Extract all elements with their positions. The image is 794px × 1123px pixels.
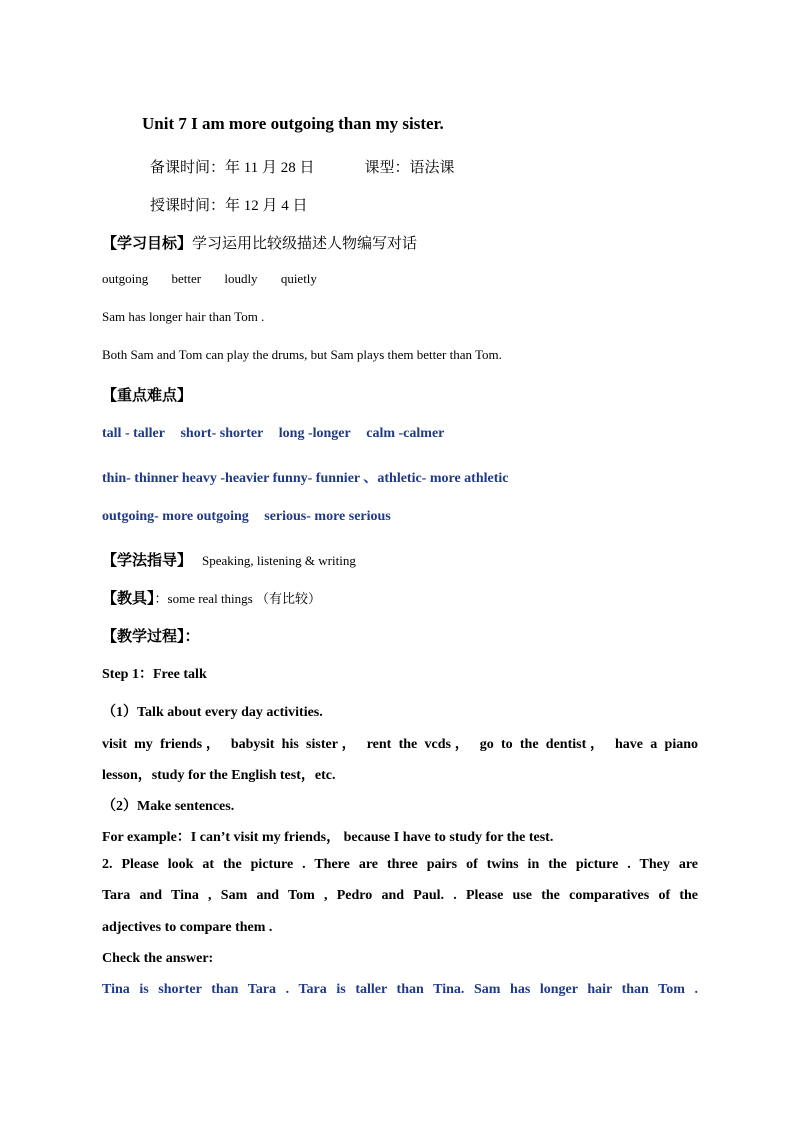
talk-heading: （1）Talk about every day activities. (102, 705, 323, 720)
vocab-word: outgoing (102, 271, 149, 286)
picture-line-1: 2. Please look at the picture . There are three pairs of twins in the picture . They are (102, 857, 698, 872)
comparative-pair: outgoing- more outgoing (102, 509, 249, 524)
picture-line-3: adjectives to compare them . (102, 920, 273, 935)
example-sentence-1: Sam has longer hair than Tom . (102, 309, 265, 324)
lesson-type: 课型：语法课 (364, 160, 455, 176)
key-points-line-3 (102, 509, 403, 525)
answer-line: Tina is shorter than Tara . Tara is taller than Tina. Sam has longer hair than Tom . (102, 982, 698, 997)
activities-line-2: lesson，study for the English test，etc. (102, 768, 336, 783)
vocab-word: loudly (224, 271, 258, 286)
vocab-list (102, 271, 337, 287)
comparative-pair: short- shorter (180, 426, 264, 441)
step-1: Step 1：Free talk (102, 667, 207, 682)
key-points-label: 【重点难点】 (102, 388, 193, 404)
check-answer: Check the answer: (102, 951, 214, 966)
teach-time: 授课时间：年 12 月 4 日 (150, 198, 308, 214)
method-line (102, 549, 356, 570)
objectives-line (102, 232, 417, 253)
make-sentences: （2）Make sentences. (102, 799, 235, 814)
objectives-label: 【学习目标】 (102, 236, 193, 252)
example-sentence-2: Both Sam and Tom can play the drums, but Sam plays them better than Tom. (102, 347, 502, 362)
tools-label: 【教具】 (102, 591, 155, 607)
activities-line-1: visit my friends， babysit his sister， rent the vcds， go to the dentist， have a piano (102, 737, 698, 752)
comparative-pair: long -longer (278, 426, 351, 441)
comparative-pair: calm -calmer (366, 426, 445, 441)
comparative-pair: serious- more serious (264, 509, 391, 524)
process-label: 【教学过程】： (102, 629, 200, 645)
page-title: Unit 7 I am more outgoing than my sister. (142, 114, 444, 133)
key-points-line-1 (102, 426, 456, 442)
picture-line-2: Tara and Tina , Sam and Tom , Pedro and Paul. . Please use the comparatives of the (102, 888, 698, 903)
tools-text: ：some real things （有比较） (154, 591, 321, 606)
vocab-word: quietly (280, 271, 317, 286)
prep-time: 备课时间：年 11 月 28 日 (150, 160, 315, 176)
vocab-word: better (171, 271, 202, 286)
objectives-text: 学习运用比较级描述人物编写对话 (192, 236, 418, 252)
method-label: 【学法指导】 (102, 553, 193, 569)
tools-line (102, 587, 321, 608)
key-points-line-2: thin- thinner heavy -heavier funny- funnier 、athletic- more athletic (102, 471, 509, 486)
for-example: For example：I can’t visit my friends， because I have to study for the test. (102, 830, 554, 845)
method-text: Speaking, listening & writing (202, 553, 356, 568)
comparative-pair: tall - taller (102, 426, 165, 441)
schedule-line (150, 156, 454, 177)
